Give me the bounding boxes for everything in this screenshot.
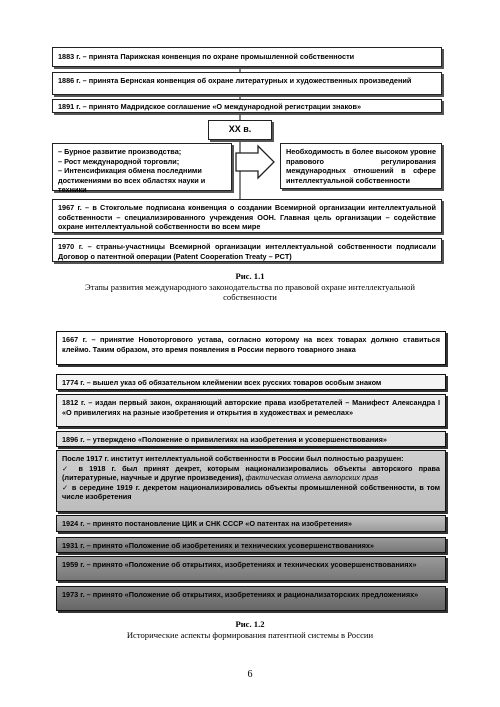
checkmark-icon: ✓ [62,463,73,473]
necessity-box: Необходимость в более высоком уровне правового регулирования международных отношений в сфере интеллектуальной собственности [280,143,442,189]
century-label: XX в. [208,120,272,140]
after-1917-item-1 [62,464,440,483]
figure2-caption [40,619,460,640]
timeline-box-1967: 1967 г. – в Стокгольме подписана конвенция о создании Всемирной организации интеллектуальной собственности – специализированного учреждения ООН. Главная цель организации – содействие охране интеллектуальной собственности во всем мире [52,199,442,233]
after-1917-item-1-text: в 1918 г. был принят декрет, которым национализировались объекты авторского права (литературные, научные и другие произведения), [62,463,440,483]
history-box-1667: 1667 г. – принятие Новоторгового устава, согласно которому на всех товарах должно ставиться клеймо. Таким образом, это время появления в России первого товарного знака [56,331,446,365]
history-box-1774: 1774 г. – вышел указ об обязательном клеймении всех русских товаров особым знаком [56,374,446,390]
history-box-1973: 1973 г. – принято «Положение об открытиях, изобретениях и рационализаторских предложениях» [56,586,446,611]
after-1917-intro: После 1917 г. институт интеллектуальной собственности в России был полностью разрушен: [62,454,404,463]
timeline-box-1883: 1883 г. – принята Парижская конвенция по охране промышленной собственности [52,47,442,67]
figure1-caption [40,271,460,303]
timeline-box-1970: 1970 г. – страны-участницы Всемирной организации интеллектуальной собственности подписали Договор о патентной операции (Patent Cooperation Treaty – PCT) [52,238,442,262]
causes-box: – Бурное развитие производства; – Рост международной торговли; – Интенсификация обмена последними достижениями во всех областях науки и техники [52,143,232,191]
figure2-caption-title: Рис. 1.2 [235,619,265,629]
after-1917-item-1-note: фактическая отмена авторских прав [245,473,379,483]
history-box-1812: 1812 г. – издан первый закон, охраняющий авторские права изобретателей – Манифест Александра I «О привилегиях на разные изобретения и открытия в художествах и ремеслах» [56,394,446,427]
page-number: 6 [247,669,253,680]
figure1-caption-text: Этапы развития международного законодательства по правовой охране интеллектуальной собственности [85,281,415,302]
history-box-1931: 1931 г. – принято «Положение об изобретениях и технических усовершенствованиях» [56,537,446,553]
figure1-caption-title: Рис. 1.1 [235,271,265,281]
history-box-after-1917 [56,450,446,512]
history-box-1959: 1959 г. – принято «Положение об открытиях, изобретениях и технических усовершенствованиях» [56,556,446,581]
figure2-caption-text: Исторические аспекты формирования патентной системы в России [126,629,374,640]
history-box-1896: 1896 г. – утверждено «Положение о привилегиях на изобретения и усовершенствования» [56,431,446,447]
checkmark-icon: ✓ [62,482,69,492]
after-1917-item-2-text: в середине 1919 г. декретом национализировались объекты промышленной собственности, в том числе изобретения [62,482,440,502]
after-1917-item-2 [62,483,440,502]
history-box-1924: 1924 г. – принято постановление ЦИК и СНК СССР «О патентах на изобретения» [56,515,446,532]
timeline-box-1886: 1886 г. – принята Бернская конвенция об охране литературных и художественных произведений [52,72,442,95]
timeline-box-1891: 1891 г. – принято Мадридское соглашение «О международной регистрации знаков» [52,99,442,113]
arrow-right-icon [236,146,274,178]
